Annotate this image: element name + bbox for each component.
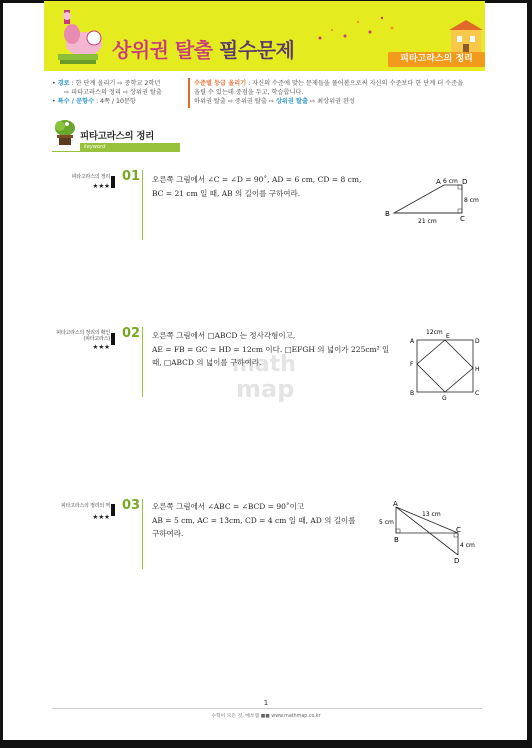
problem-line1: 오른쪽 그림에서 ∠ABC = ∠BCD = 90˚이고: [152, 502, 305, 511]
bunny-mascot-icon: [50, 8, 112, 68]
footer-rule: [52, 708, 482, 709]
topic-badge: 피타고라스의 정리: [388, 52, 485, 67]
svg-text:map: map: [236, 375, 295, 403]
label-F: F: [410, 361, 414, 368]
title-sub: 필수문제: [219, 38, 295, 62]
mathmap-watermark-logo: [222, 345, 312, 405]
figure-square: [408, 326, 486, 402]
level-path-c: ⇨ 최상위권 완성: [309, 98, 355, 105]
label-B: B: [394, 536, 399, 544]
path-line1: : 한 단계 올리기 ⇨ 중학교 2학년: [71, 80, 161, 87]
problem-divider: [142, 327, 143, 397]
section-title: 피타고라스의 정리: [80, 131, 155, 142]
problem-line1: 오른쪽 그림에서 ∠C = ∠D = 90˚, AD = 6 cm, CD = 8 cm,: [152, 175, 362, 184]
potted-plant-icon: [52, 118, 78, 152]
meta-info-left: [52, 79, 187, 106]
problem-marker: [111, 504, 115, 516]
label-C: C: [475, 390, 480, 397]
meta-info-right: [194, 79, 486, 106]
problem-text: [152, 500, 392, 541]
problem-number: 03: [122, 498, 141, 513]
viewer-frame-right: [527, 0, 532, 748]
problem-tag: 피타고라스의 정리의 역: [60, 503, 110, 509]
footer-text: 수학이 모든 것, 매쓰맵 ■■ www.mathmap.co.kr: [211, 714, 321, 719]
label-ad: 6 cm: [443, 178, 458, 185]
count-value: : 4쪽 / 10문항: [96, 98, 136, 105]
problem-line3: 때, □ABCD 의 넓이를 구하여라.: [152, 358, 262, 367]
title-main: 상위권 탈출: [112, 38, 213, 62]
problem-number: 01: [122, 169, 141, 184]
problem-divider: [142, 170, 143, 240]
level-label: 수준별 등급 올리기: [194, 80, 247, 87]
level-path-b: 상위권 탈출: [275, 98, 308, 105]
problem-text: [152, 173, 392, 200]
label-E: E: [446, 333, 450, 340]
problem-number: 02: [122, 326, 141, 341]
label-bc: 21 cm: [418, 218, 437, 225]
problem-tag-line2: (피타고라스): [83, 336, 110, 342]
path-label: 경로: [57, 80, 70, 87]
problem-marker: [111, 176, 115, 188]
problem-tag: [35, 330, 110, 342]
page-title: [112, 34, 294, 63]
problem-marker: [111, 333, 115, 345]
problem-tag-line1: 피타고라스의 정리의 확인: [56, 330, 110, 336]
section-bar-text: keyword: [84, 144, 106, 150]
problem-line2: AE = FB = GC = HD = 12cm 이다. □EFGH 의 넓이가 225cm² 일: [152, 344, 390, 354]
difficulty-stars: ★★★: [92, 343, 110, 351]
label-D: D: [475, 338, 480, 345]
label-cd: 4 cm: [460, 542, 475, 549]
label-ac: 13 cm: [422, 511, 441, 518]
sparkle-decoration-icon: [310, 8, 400, 48]
label-C: C: [460, 215, 465, 223]
count-label: 특수 / 문항수: [57, 98, 95, 105]
level-text1: : 자신의 수준에 맞는 문제들을 풀어봄으로써 자신의 수준보다 한 단계 더 수준을: [248, 80, 464, 87]
meta-separator: [188, 78, 190, 108]
bullet-icon: •: [52, 80, 58, 87]
difficulty-stars: ★★★: [92, 182, 110, 190]
problem-line3: 구하여라.: [152, 529, 184, 538]
path-line2: ⇨ 피타고라스의 정리 ⇨ 상위권 탈출: [64, 89, 162, 96]
problem-line2: BC = 21 cm 일 때, AB 의 길이를 구하여라.: [152, 188, 301, 198]
problem-line2: AB = 5 cm, AC = 13cm, CD = 4 cm 일 때, AD 의 길이를: [152, 515, 356, 525]
label-A: A: [410, 338, 415, 345]
building-icon: [447, 20, 485, 52]
section-underline: [52, 151, 180, 152]
label-ae: 12cm: [426, 329, 443, 336]
problem-divider: [142, 499, 143, 569]
page-number: 1: [263, 699, 269, 707]
svg-text:math: math: [232, 352, 296, 377]
label-B: B: [385, 210, 390, 218]
problem-tag: 피타고라스의 정리: [71, 174, 110, 180]
level-path-a: 하위권 탈출 ⇨ 중위권 탈출 ⇨: [194, 98, 274, 105]
figure-trapezoid: [382, 175, 492, 230]
level-text2: 올릴 수 있는데 중점을 두고, 학습합니다.: [194, 89, 304, 96]
bullet-icon: •: [52, 98, 58, 105]
label-H: H: [475, 366, 480, 373]
viewer-frame-left: [0, 0, 3, 748]
label-A: A: [393, 500, 398, 508]
label-B: B: [410, 390, 415, 397]
label-D: D: [454, 557, 460, 565]
viewer-frame-bottom: [0, 740, 532, 748]
label-cd: 8 cm: [464, 197, 479, 204]
difficulty-stars: ★★★: [92, 513, 110, 521]
figure-triangles: [376, 497, 480, 569]
label-C: C: [456, 526, 461, 534]
problem-line1: 오른쪽 그림에서 □ABCD 는 정사각형이고,: [152, 331, 296, 340]
label-ab: 5 cm: [379, 519, 394, 526]
label-A: A: [436, 178, 441, 186]
label-D: D: [462, 178, 468, 186]
label-G: G: [442, 395, 447, 402]
